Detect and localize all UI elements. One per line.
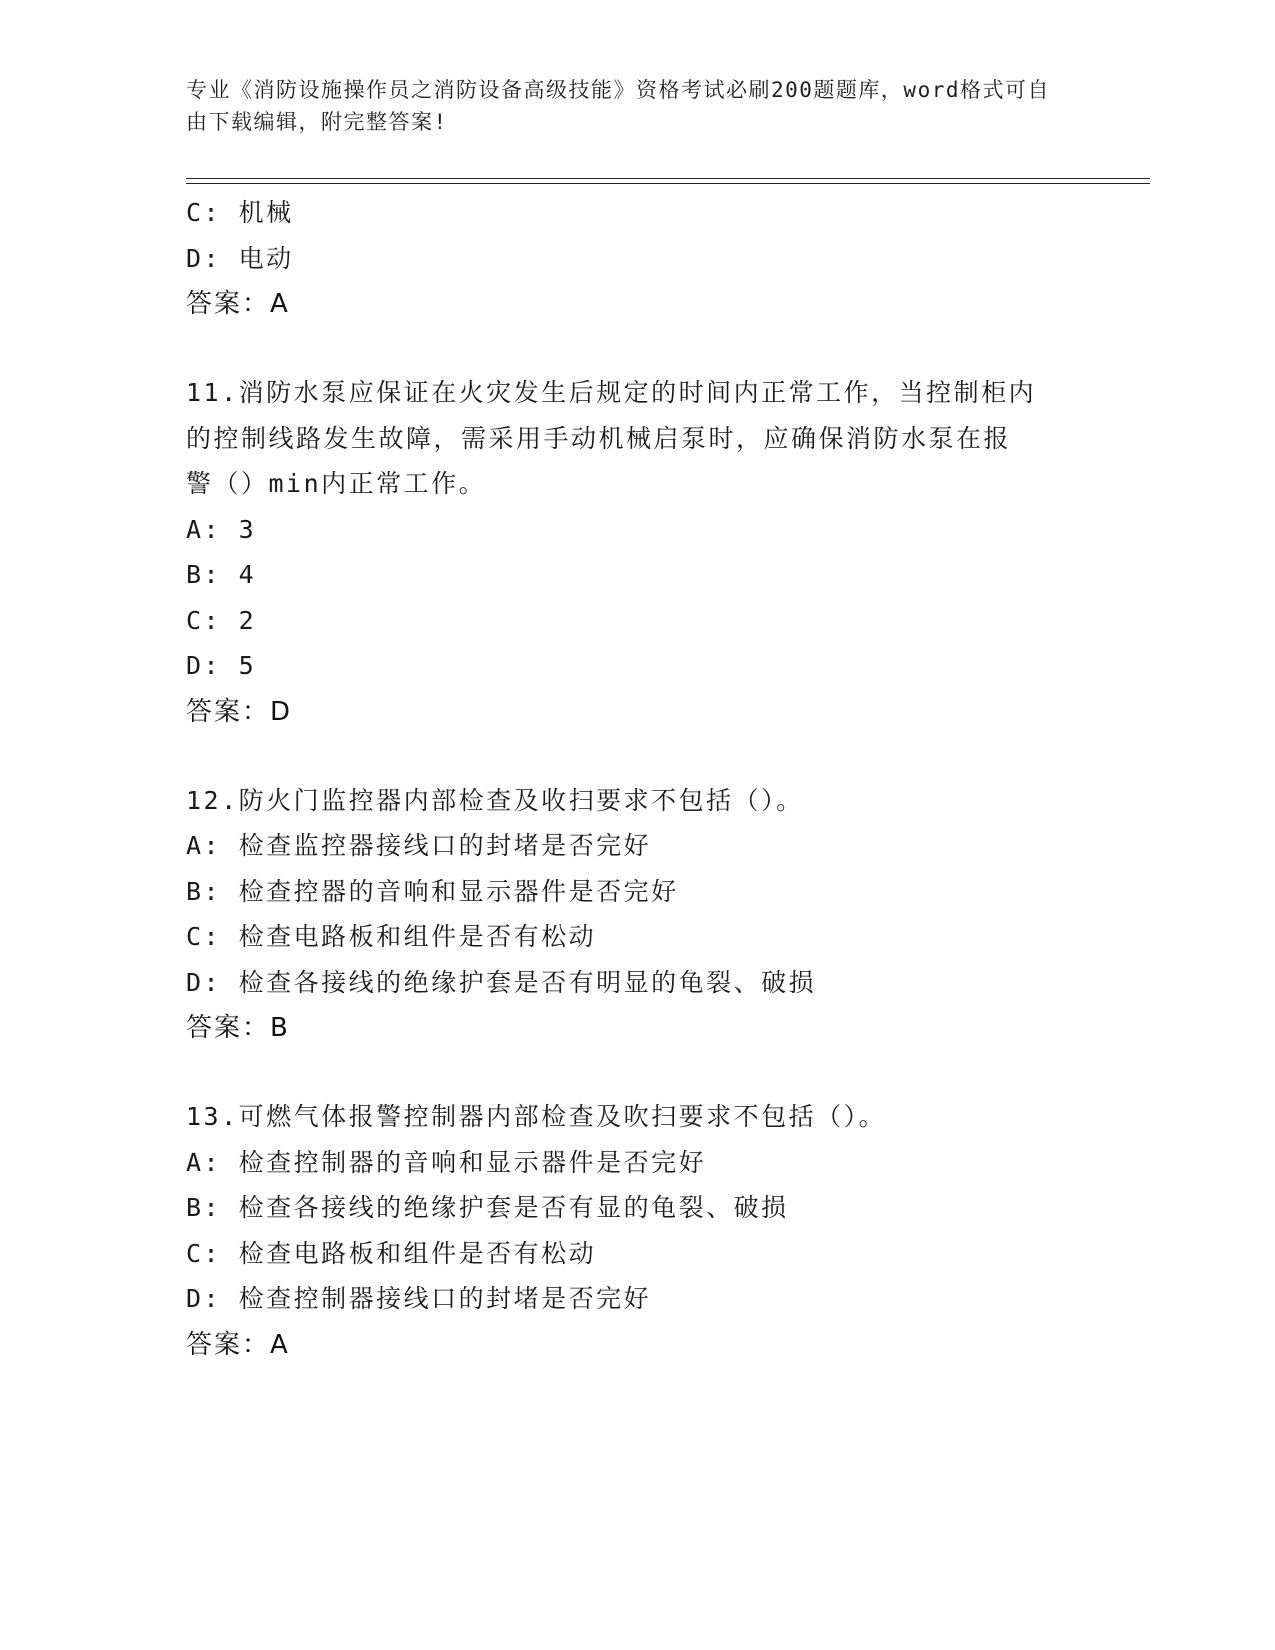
spacer (186, 735, 1146, 778)
question-stem-line: 警（）min内正常工作。 (186, 469, 487, 498)
option-a: A: 3 (186, 514, 257, 544)
answer-line: 答案：B (186, 1013, 290, 1043)
option-d: D: 检查各接线的绝缘护套是否有明显的龟裂、破损 (186, 967, 817, 997)
option-b: B: 检查各接线的绝缘护套是否有显的龟裂、破损 (186, 1193, 789, 1222)
question-stem-line: 13.可燃气体报警控制器内部检查及吹扫要求不包括（）。 (186, 1102, 887, 1131)
answer-line: 答案：D (186, 696, 293, 727)
option-a: A: 检查监控器接线口的封堵是否完好 (186, 831, 652, 860)
question-stem-line: 11.消防水泵应保证在火灾发生后规定的时间内正常工作，当控制柜内 (186, 378, 1037, 407)
option-d: D: 检查控制器接线口的封堵是否完好 (186, 1284, 652, 1313)
option-a: A: 检查控制器的音响和显示器件是否完好 (186, 1147, 707, 1177)
question-stem-line: 12.防火门监控器内部检查及收扫要求不包括（）。 (186, 785, 804, 815)
option-d: D: 5 (186, 651, 257, 680)
option-c: C: 2 (186, 605, 257, 635)
question-12 (186, 778, 1146, 1052)
option-b: B: 检查控器的音响和显示器件是否完好 (186, 876, 679, 906)
option-d: D: 电动 (186, 243, 294, 273)
page-header: 专业《消防设施操作员之消防设备高级技能》资格考试必刷200题题库，word格式可自由下载编辑，附完整答案! (186, 78, 1050, 134)
answer-line: 答案：A (186, 289, 290, 319)
question-10-continued (186, 190, 1146, 327)
option-c: C: 检查电路板和组件是否有松动 (186, 922, 597, 951)
spacer (186, 327, 1146, 370)
question-11 (186, 370, 1146, 735)
question-stem-line: 的控制线路发生故障，需采用手动机械启泵时，应确保消防水泵在报 (186, 423, 1012, 453)
option-b: B: 4 (186, 560, 257, 589)
spacer (186, 1051, 1146, 1094)
header-rule-bottom (186, 183, 1150, 184)
question-13 (186, 1094, 1146, 1368)
answer-line: 答案：A (186, 1329, 290, 1360)
option-c: C: 机械 (186, 198, 294, 227)
option-c: C: 检查电路板和组件是否有松动 (186, 1238, 597, 1268)
question-content (186, 190, 1146, 1368)
header-rule-top (186, 178, 1150, 179)
